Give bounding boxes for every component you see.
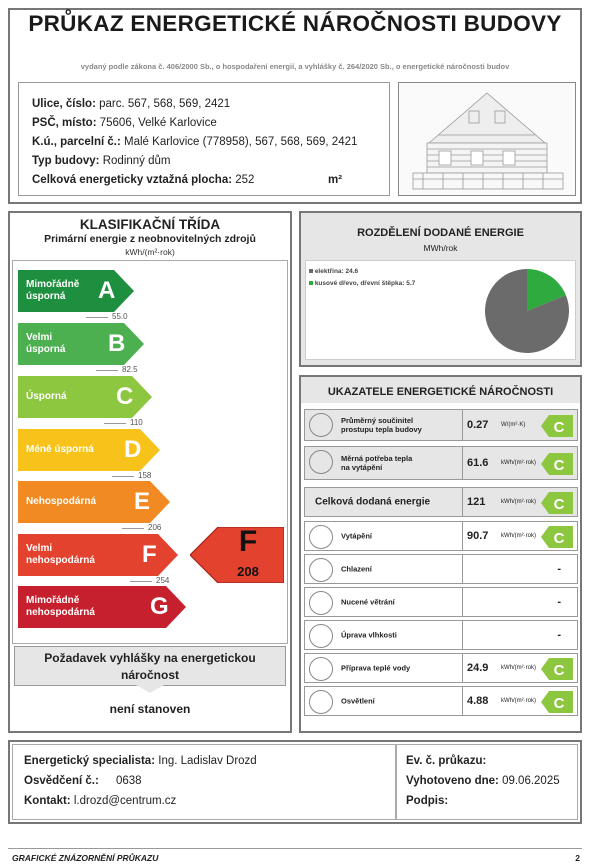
indicator-separator bbox=[462, 447, 463, 479]
ku-row bbox=[32, 136, 357, 148]
class-label bbox=[26, 279, 79, 303]
indicator-class-letter: C bbox=[553, 419, 565, 436]
classification-subtitle: Primární energie z neobnovitelných zdrojů bbox=[44, 233, 256, 245]
indicator-name-line1: Průměrný součinitel bbox=[341, 416, 414, 425]
class-arrow-f bbox=[18, 534, 178, 576]
address-row bbox=[32, 98, 230, 110]
class-limit: 254 bbox=[156, 576, 170, 585]
class-label bbox=[26, 543, 95, 567]
indicator-name bbox=[315, 498, 430, 507]
indicator-row bbox=[304, 446, 578, 480]
classification-unit: kWh/(m²·rok) bbox=[125, 247, 175, 257]
faucet-icon bbox=[309, 657, 333, 681]
class-label bbox=[26, 391, 67, 403]
requirement-notch bbox=[136, 685, 164, 693]
indicator-value: - bbox=[557, 629, 561, 641]
indicator-value: 121 bbox=[467, 496, 486, 508]
type-label: Typ budovy: bbox=[32, 155, 100, 167]
class-label-line1: Méně úsporná bbox=[26, 444, 94, 455]
indicator-value: 61.6 bbox=[467, 457, 489, 469]
class-letter: D bbox=[124, 436, 142, 463]
indicator-name bbox=[341, 664, 410, 673]
indicator-unit: kWh/(m²·rok) bbox=[501, 533, 536, 539]
indicator-name bbox=[341, 598, 395, 607]
class-label bbox=[26, 595, 95, 619]
legend-swatch bbox=[309, 269, 313, 273]
legend-label-electricity: elektřina: 24.6 bbox=[314, 268, 359, 275]
class-label-line1: Mimořádně bbox=[26, 595, 80, 606]
address-label: Ulice, číslo: bbox=[32, 98, 96, 110]
date-label: Vyhotoveno dne: bbox=[406, 775, 499, 787]
class-label bbox=[26, 332, 65, 356]
psc-value: 75606, Velké Karlovice bbox=[99, 117, 217, 129]
fan-icon bbox=[309, 591, 333, 615]
indicator-separator bbox=[462, 410, 463, 440]
indicator-value: - bbox=[557, 563, 561, 575]
class-arrow-c bbox=[18, 376, 152, 418]
indicator-row bbox=[304, 686, 578, 716]
building-sketch-icon bbox=[399, 83, 575, 195]
indicator-class-letter: C bbox=[553, 457, 565, 474]
result-letter: F bbox=[238, 525, 258, 558]
class-label-line1: Úsporná bbox=[26, 391, 67, 402]
classification-title: KLASIFIKAČNÍ TŘÍDA bbox=[79, 217, 221, 232]
indicator-separator bbox=[462, 588, 463, 616]
indicator-separator bbox=[462, 621, 463, 649]
indicator-unit: kWh/(m²·rok) bbox=[501, 698, 536, 704]
legend-item bbox=[309, 268, 358, 275]
indicator-row bbox=[304, 653, 578, 683]
indicator-name bbox=[341, 416, 422, 434]
indicator-separator bbox=[462, 687, 463, 715]
indicator-value: 24.9 bbox=[467, 662, 489, 674]
indicator-row bbox=[304, 554, 578, 584]
class-arrow-a bbox=[18, 270, 134, 312]
indicator-value: - bbox=[557, 596, 561, 608]
heat-waves-icon bbox=[309, 450, 333, 474]
indicator-unit: kWh/(m²·rok) bbox=[501, 499, 536, 505]
specialist-contact-row bbox=[24, 795, 176, 807]
class-arrow-b bbox=[18, 323, 144, 365]
class-letter: C bbox=[116, 383, 134, 410]
indicator-name-line1: Osvětlení bbox=[341, 696, 375, 706]
class-limit-line bbox=[112, 476, 134, 477]
class-letter: F bbox=[142, 541, 157, 568]
indicator-row bbox=[304, 587, 578, 617]
type-value: Rodinný dům bbox=[102, 155, 171, 167]
legend-item bbox=[309, 280, 415, 287]
indicator-separator bbox=[462, 555, 463, 583]
pie-chart bbox=[484, 268, 570, 354]
specialist-cert-label: Osvědčení č.: bbox=[24, 775, 99, 787]
psc-label: PSČ, místo: bbox=[32, 117, 97, 129]
legend-swatch bbox=[309, 281, 313, 285]
signature-label: Podpis: bbox=[406, 795, 449, 807]
specialist-cert-row bbox=[24, 775, 142, 787]
indicator-unit: kWh/(m²·rok) bbox=[501, 460, 536, 466]
ku-value: Malé Karlovice (778958), 567, 568, 569, 2421 bbox=[124, 136, 358, 148]
psc-row bbox=[32, 117, 217, 129]
class-label-line1: Velmi bbox=[26, 332, 53, 343]
address-value: parc. 567, 568, 569, 2421 bbox=[99, 98, 231, 110]
class-limit-line bbox=[96, 370, 118, 371]
result-value: 208 bbox=[237, 564, 259, 579]
area-unit: m² bbox=[328, 174, 343, 186]
area-value: 252 bbox=[235, 174, 255, 186]
indicator-class-badge bbox=[541, 453, 573, 475]
class-label-line2: úsporná bbox=[26, 344, 66, 355]
indicator-value: 4.88 bbox=[467, 695, 489, 707]
building-photo bbox=[398, 82, 576, 196]
specialist-contact-label: Kontakt: bbox=[24, 795, 71, 807]
indicator-name-line1: Chlazení bbox=[341, 564, 372, 574]
class-limit: 158 bbox=[138, 471, 152, 480]
indicator-unit: kWh/(m²·rok) bbox=[501, 665, 536, 671]
indicator-class-badge bbox=[541, 691, 573, 713]
class-label-line2: nehospodárná bbox=[26, 607, 95, 618]
class-arrow-d bbox=[18, 429, 160, 471]
footer-label: GRAFICKÉ ZNÁZORNĚNÍ PRŮKAZU bbox=[12, 853, 159, 863]
indicator-class-letter: C bbox=[553, 496, 565, 513]
type-row bbox=[32, 155, 170, 167]
footer-rule bbox=[8, 848, 582, 849]
indicator-separator bbox=[462, 654, 463, 682]
class-label bbox=[26, 496, 96, 508]
indicator-name bbox=[341, 631, 397, 640]
indicator-name-line1: Vytápění bbox=[341, 531, 372, 541]
indicator-name bbox=[341, 454, 412, 472]
indicator-row bbox=[304, 487, 578, 517]
humidity-icon bbox=[309, 624, 333, 648]
class-limit: 55.0 bbox=[112, 312, 128, 321]
class-label bbox=[26, 444, 94, 456]
indicator-row bbox=[304, 620, 578, 650]
class-arrow-g bbox=[18, 586, 186, 628]
indicator-name bbox=[341, 565, 372, 574]
ev-label: Ev. č. průkazu: bbox=[406, 755, 487, 767]
house-icon bbox=[309, 413, 333, 437]
heating-thermometer-icon bbox=[309, 525, 333, 549]
class-label-line1: Nehospodárná bbox=[26, 496, 97, 507]
indicator-name-line2: na vytápění bbox=[341, 463, 383, 472]
distribution-title: ROZDĚLENÍ DODANÉ ENERGIE bbox=[357, 227, 524, 239]
indicator-class-badge bbox=[541, 658, 573, 680]
result-class-arrow bbox=[190, 527, 284, 583]
indicator-separator bbox=[462, 522, 463, 550]
indicator-name-line1: Úprava vlhkosti bbox=[341, 630, 397, 640]
indicator-class-letter: C bbox=[553, 662, 565, 679]
indicator-unit: W/(m²·K) bbox=[501, 422, 526, 428]
indicators-title: UKAZATELE ENERGETICKÉ NÁROČNOSTI bbox=[327, 386, 554, 398]
indicator-value: 90.7 bbox=[467, 530, 489, 542]
class-letter: B bbox=[108, 330, 126, 357]
indicator-name-line1: Příprava teplé vody bbox=[341, 663, 411, 673]
indicator-value: 0.27 bbox=[467, 419, 489, 431]
specialist-name-label: Energetický specialista: bbox=[24, 755, 156, 767]
indicator-name-line2: prostupu tepla budovy bbox=[341, 425, 422, 434]
indicator-class-badge bbox=[541, 526, 573, 548]
ev-row bbox=[406, 755, 486, 767]
date-value: 09.06.2025 bbox=[502, 775, 560, 787]
cooling-thermometer-icon bbox=[309, 558, 333, 582]
distribution-unit: MWh/rok bbox=[423, 243, 458, 253]
page-number: 2 bbox=[575, 853, 580, 863]
indicator-separator bbox=[462, 488, 463, 516]
specialist-name-row bbox=[24, 755, 257, 767]
page-title: PRŮKAZ ENERGETICKÉ NÁROČNOSTI BUDOVY bbox=[28, 11, 562, 36]
indicator-row bbox=[304, 409, 578, 441]
indicator-name-line1: Nucené větrání bbox=[341, 597, 395, 607]
specialist-contact: l.drozd@centrum.cz bbox=[73, 795, 177, 807]
ku-label: K.ú., parcelní č.: bbox=[32, 136, 121, 148]
indicator-name-line1: Měrná potřeba tepla bbox=[341, 454, 413, 463]
indicator-class-badge bbox=[541, 415, 573, 437]
requirement-title: Požadavek vyhlášky na energetickou náročnost bbox=[44, 651, 256, 682]
class-limit-line bbox=[86, 317, 108, 318]
indicator-class-badge bbox=[541, 492, 573, 514]
specialist-name: Ing. Ladislav Drozd bbox=[158, 755, 257, 767]
class-label-line2: úsporná bbox=[26, 291, 66, 302]
class-limit: 206 bbox=[148, 523, 162, 532]
bulb-icon bbox=[309, 690, 333, 714]
indicator-class-letter: C bbox=[553, 695, 565, 712]
specialist-cert: 0638 bbox=[116, 775, 142, 787]
indicator-class-letter: C bbox=[553, 530, 565, 547]
date-row bbox=[406, 775, 560, 787]
page-subtitle: vydaný podle zákona č. 406/2000 Sb., o hospodaření energií, a vyhlášky č. 264/2020 Sb., o energetické náročnosti budov bbox=[80, 62, 510, 71]
indicator-name-line1: Celková dodaná energie bbox=[315, 496, 431, 508]
class-limit-line bbox=[104, 423, 126, 424]
class-label-line2: nehospodárná bbox=[26, 555, 95, 566]
legend-label-wood: kusové dřevo, dřevní štěpka: 5.7 bbox=[314, 280, 416, 287]
area-row bbox=[32, 174, 343, 186]
requirement-value: není stanoven bbox=[109, 702, 191, 716]
class-letter: E bbox=[134, 488, 151, 515]
indicator-name bbox=[341, 532, 372, 541]
class-letter: A bbox=[98, 277, 116, 304]
indicator-name bbox=[341, 697, 375, 706]
class-limit-line bbox=[122, 528, 144, 529]
class-letter: G bbox=[150, 593, 169, 620]
class-limit: 110 bbox=[130, 418, 143, 427]
indicator-row bbox=[304, 521, 578, 551]
class-label-line1: Velmi bbox=[26, 543, 53, 554]
class-limit-line bbox=[130, 581, 152, 582]
area-label: Celková energeticky vztažná plocha: bbox=[32, 174, 233, 186]
class-label-line1: Mimořádně bbox=[26, 279, 80, 290]
class-arrow-e bbox=[18, 481, 170, 523]
class-limit: 82.5 bbox=[122, 365, 138, 374]
